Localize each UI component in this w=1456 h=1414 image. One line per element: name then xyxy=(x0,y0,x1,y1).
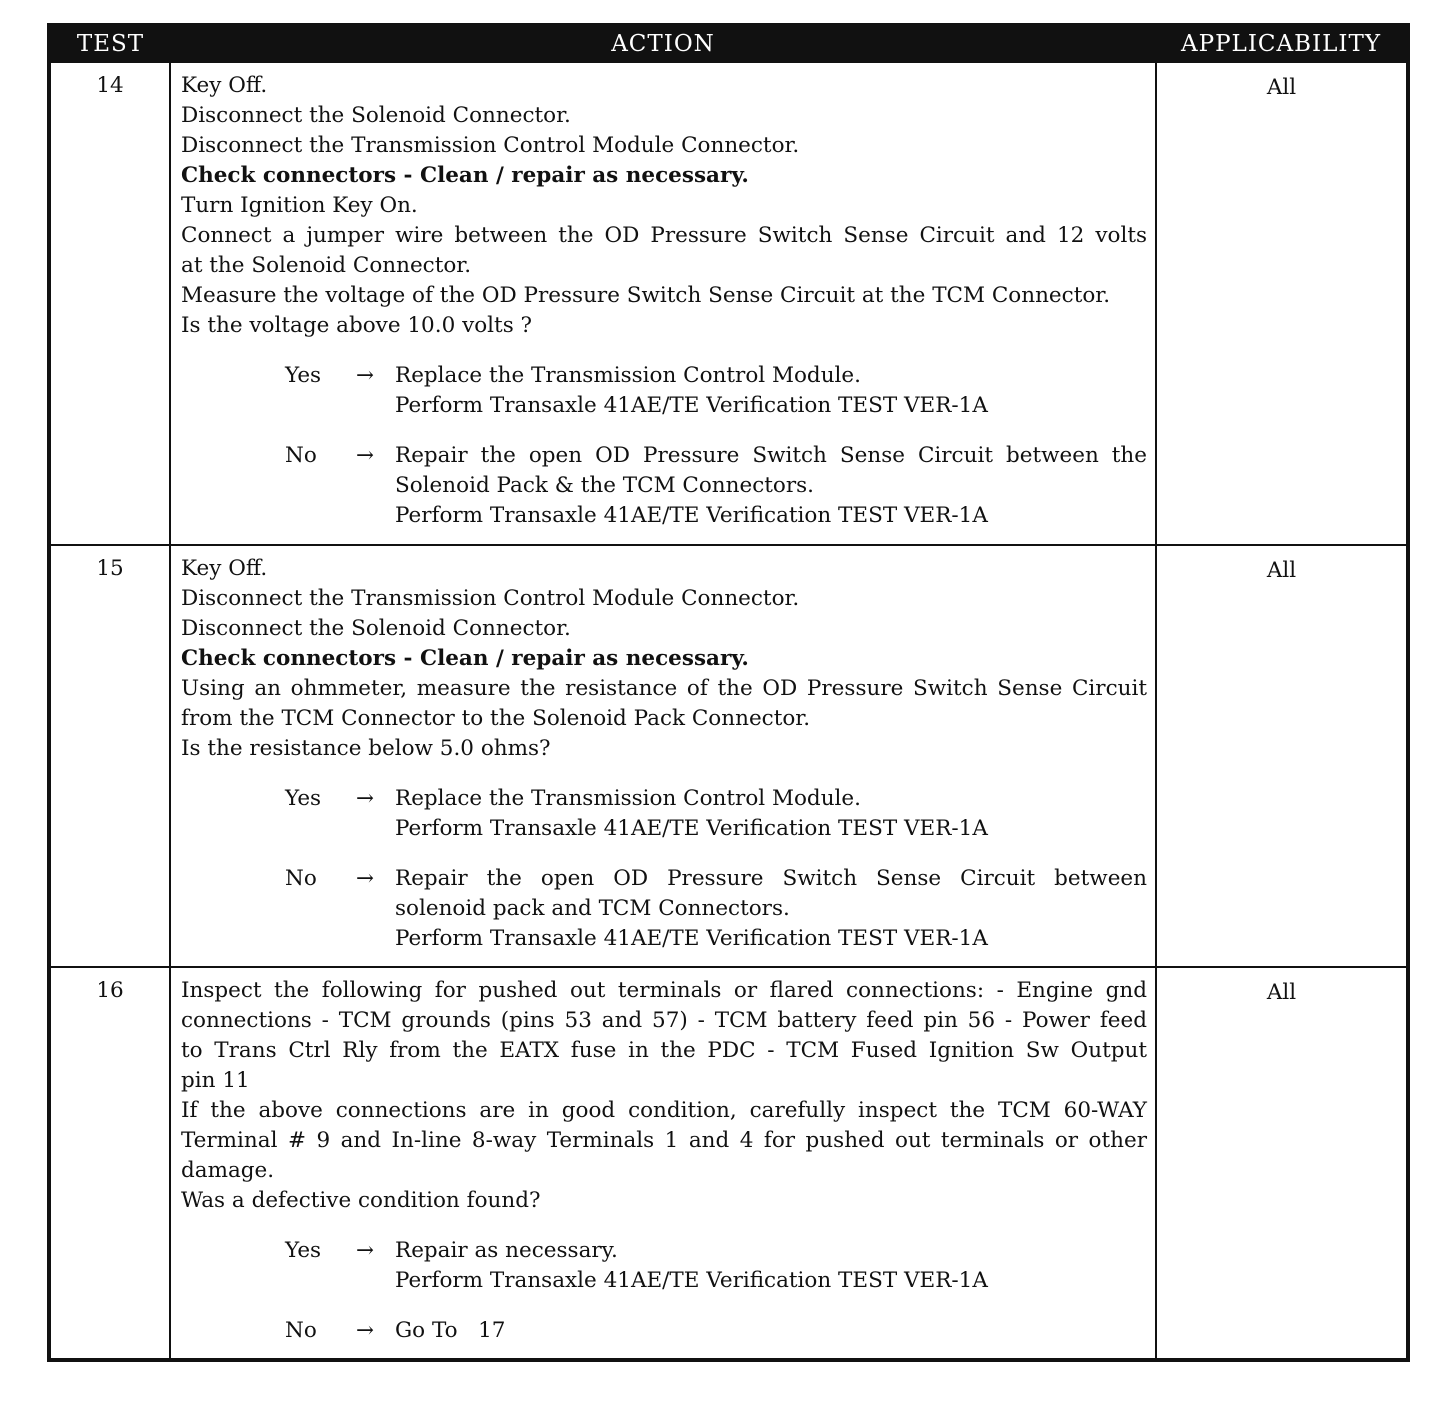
branch-line: Perform Transaxle 41AE/TE Verification TEST VER-1A xyxy=(395,503,988,528)
action-cell xyxy=(170,62,1156,545)
arrow-icon: → xyxy=(355,786,374,811)
action-step: Disconnect the Transmission Control Module Connector. xyxy=(181,586,800,611)
no-branch xyxy=(181,441,1147,531)
branch-line: Replace the Transmission Control Module. xyxy=(395,363,861,388)
action-step: Disconnect the Transmission Control Module Connector. xyxy=(181,133,800,158)
action-step: Disconnect the Solenoid Connector. xyxy=(181,103,571,128)
action-step: Inspect the following for pushed out terminals or flared connections: - Engine gnd xyxy=(181,978,1147,1003)
action-question: Was a defective condition found? xyxy=(181,1188,541,1213)
header-test: TEST xyxy=(49,25,170,62)
no-label: No xyxy=(285,443,317,468)
yes-branch xyxy=(181,784,1147,844)
action-question: Is the resistance below 5.0 ohms? xyxy=(181,736,551,761)
branch-line: Repair the open OD Pressure Switch Sense Circuit between the xyxy=(395,443,1147,468)
action-step: damage. xyxy=(181,1158,275,1183)
action-step: Using an ohmmeter, measure the resistance of the OD Pressure Switch Sense Circuit xyxy=(181,676,1147,701)
action-step: Turn Ignition Key On. xyxy=(181,193,418,218)
test-number: 14 xyxy=(49,62,170,545)
branch-line: solenoid pack and TCM Connectors. xyxy=(395,896,790,921)
applicability-cell: All xyxy=(1156,62,1408,545)
test-number: 16 xyxy=(49,967,170,1360)
branch-line: Perform Transaxle 41AE/TE Verification TEST VER-1A xyxy=(395,1268,988,1293)
table-row xyxy=(49,62,1408,545)
applicability-cell: All xyxy=(1156,545,1408,967)
branch-line: Perform Transaxle 41AE/TE Verification TEST VER-1A xyxy=(395,393,988,418)
action-step: to Trans Ctrl Rly from the EATX fuse in the PDC - TCM Fused Ignition Sw Output xyxy=(181,1038,1147,1063)
no-label: No xyxy=(285,1318,317,1343)
action-step: Terminal # 9 and In-line 8-way Terminals 1 and 4 for pushed out terminals or other xyxy=(181,1128,1147,1153)
branch-line: Repair as necessary. xyxy=(395,1238,618,1263)
action-step-emphasis: Check connectors - Clean / repair as necessary. xyxy=(181,163,749,188)
table-header-row xyxy=(49,25,1408,62)
action-step: Measure the voltage of the OD Pressure Switch Sense Circuit at the TCM Connector. xyxy=(181,283,1111,308)
arrow-icon: → xyxy=(355,1238,374,1263)
no-branch xyxy=(181,1316,1147,1346)
no-branch xyxy=(181,864,1147,954)
action-step: connections - TCM grounds (pins 53 and 57) - TCM battery feed pin 56 - Power feed xyxy=(181,1008,1147,1033)
table-row xyxy=(49,967,1408,1360)
branch-line: Solenoid Pack & the TCM Connectors. xyxy=(395,473,814,498)
branch-line: Perform Transaxle 41AE/TE Verification TEST VER-1A xyxy=(395,816,988,841)
test-number: 15 xyxy=(49,545,170,967)
no-label: No xyxy=(285,866,317,891)
go-to-step: Go To 17 xyxy=(395,1318,506,1343)
action-step: at the Solenoid Connector. xyxy=(181,253,472,278)
diagnostic-test-table xyxy=(47,23,1410,1362)
arrow-icon: → xyxy=(355,443,374,468)
action-step: from the TCM Connector to the Solenoid Pack Connector. xyxy=(181,706,811,731)
action-step: If the above connections are in good condition, carefully inspect the TCM 60-WAY xyxy=(181,1098,1147,1123)
branch-line: Perform Transaxle 41AE/TE Verification TEST VER-1A xyxy=(395,926,988,951)
yes-label: Yes xyxy=(285,1238,322,1263)
header-action: ACTION xyxy=(170,25,1156,62)
branch-line: Repair the open OD Pressure Switch Sense Circuit between xyxy=(395,866,1147,891)
action-step-emphasis: Check connectors - Clean / repair as necessary. xyxy=(181,646,749,671)
action-step: pin 11 xyxy=(181,1068,250,1093)
action-step: Key Off. xyxy=(181,73,268,98)
action-question: Is the voltage above 10.0 volts ? xyxy=(181,313,533,338)
yes-label: Yes xyxy=(285,786,322,811)
header-applicability: APPLICABILITY xyxy=(1156,25,1408,62)
yes-label: Yes xyxy=(285,363,322,388)
arrow-icon: → xyxy=(355,866,374,891)
yes-branch xyxy=(181,361,1147,421)
table-row xyxy=(49,545,1408,967)
applicability-cell: All xyxy=(1156,967,1408,1360)
branch-line: Replace the Transmission Control Module. xyxy=(395,786,861,811)
action-cell xyxy=(170,967,1156,1360)
action-step: Key Off. xyxy=(181,556,268,581)
action-step: Connect a jumper wire between the OD Pressure Switch Sense Circuit and 12 volts xyxy=(181,223,1147,248)
action-step: Disconnect the Solenoid Connector. xyxy=(181,616,571,641)
yes-branch xyxy=(181,1236,1147,1296)
action-cell xyxy=(170,545,1156,967)
arrow-icon: → xyxy=(355,363,374,388)
arrow-icon: → xyxy=(355,1318,374,1343)
